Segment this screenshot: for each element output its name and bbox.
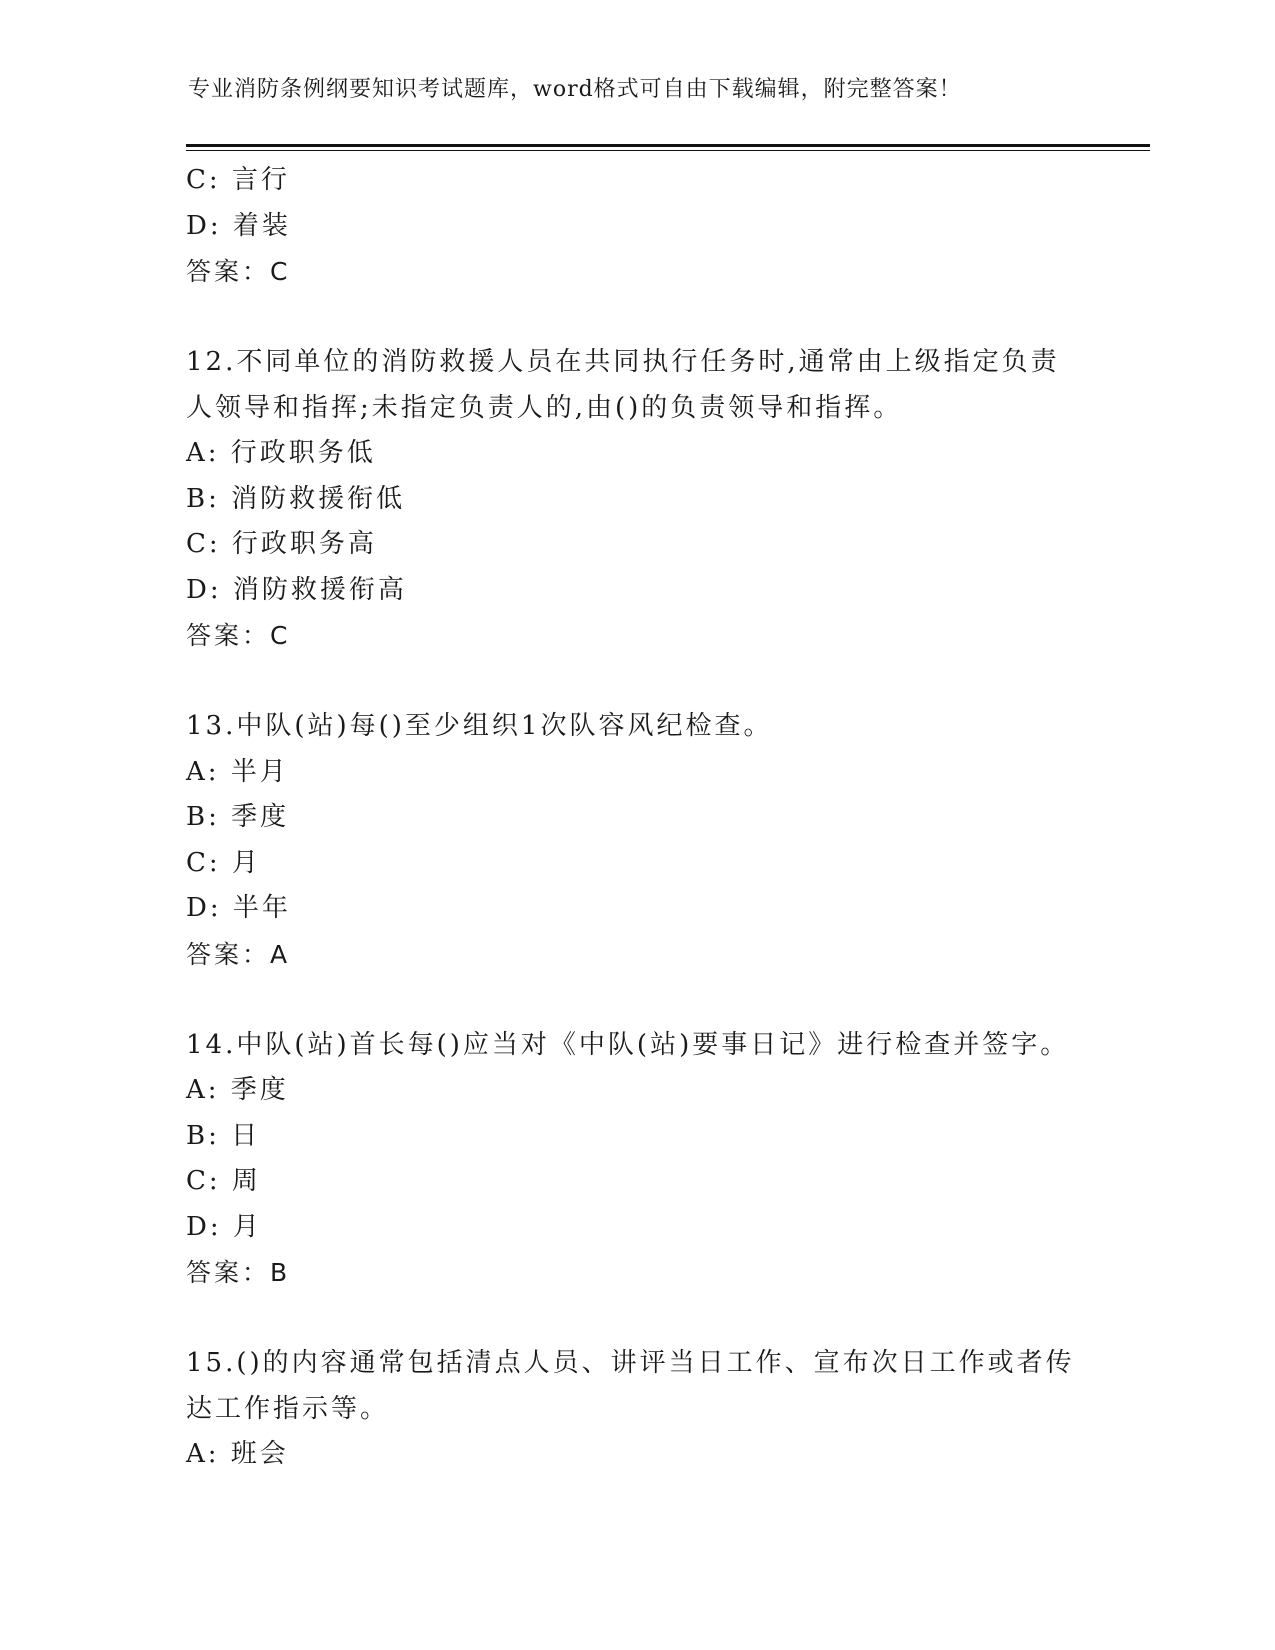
option-a: A: 半月 bbox=[186, 756, 289, 787]
question-15-stem: 15.()的内容通常包括清点人员、讲评当日工作、宣布次日工作或者传 bbox=[186, 1348, 1075, 1378]
option-d: D: 消防救援衔高 bbox=[186, 574, 407, 605]
question-content bbox=[186, 158, 1086, 1478]
answer: 答案：C bbox=[186, 621, 291, 650]
option-a: A: 班会 bbox=[186, 1439, 289, 1469]
option-d: D: 半年 bbox=[186, 893, 291, 923]
option-b: B: 季度 bbox=[186, 802, 290, 832]
question-12-stem: 12.不同单位的消防救援人员在共同执行任务时,通常由上级指定负责 bbox=[186, 347, 1060, 377]
option-c: C: 言行 bbox=[186, 165, 290, 195]
option-d: D: 月 bbox=[186, 1211, 262, 1242]
option-c: C: 周 bbox=[186, 1166, 261, 1196]
answer: 答案：A bbox=[186, 939, 291, 969]
header-rule-thick bbox=[186, 144, 1150, 147]
option-c: C: 行政职务高 bbox=[186, 529, 377, 559]
question-14-stem: 14.中队(站)首长每()应当对《中队(站)要事日记》进行检查并签字。 bbox=[186, 1029, 1070, 1060]
option-b: B: 日 bbox=[186, 1120, 261, 1151]
question-12-stem: 人领导和指挥;未指定负责人的,由()的负责领导和指挥。 bbox=[186, 392, 903, 423]
option-b: B: 消防救援衔低 bbox=[186, 483, 406, 514]
answer: 答案：C bbox=[186, 257, 291, 286]
question-13-stem: 13.中队(站)每()至少组织1次队容风纪检查。 bbox=[186, 711, 773, 741]
answer: 答案：B bbox=[186, 1258, 291, 1287]
option-a: A: 季度 bbox=[186, 1075, 289, 1105]
header-rule-thin bbox=[186, 150, 1150, 151]
option-d: D: 着装 bbox=[186, 210, 291, 241]
page-header: 专业消防条例纲要知识考试题库，word格式可自由下载编辑，附完整答案！ bbox=[188, 77, 962, 102]
question-15-stem: 达工作指示等。 bbox=[186, 1393, 390, 1424]
option-a: A: 行政职务低 bbox=[186, 438, 376, 468]
option-c: C: 月 bbox=[186, 847, 261, 878]
